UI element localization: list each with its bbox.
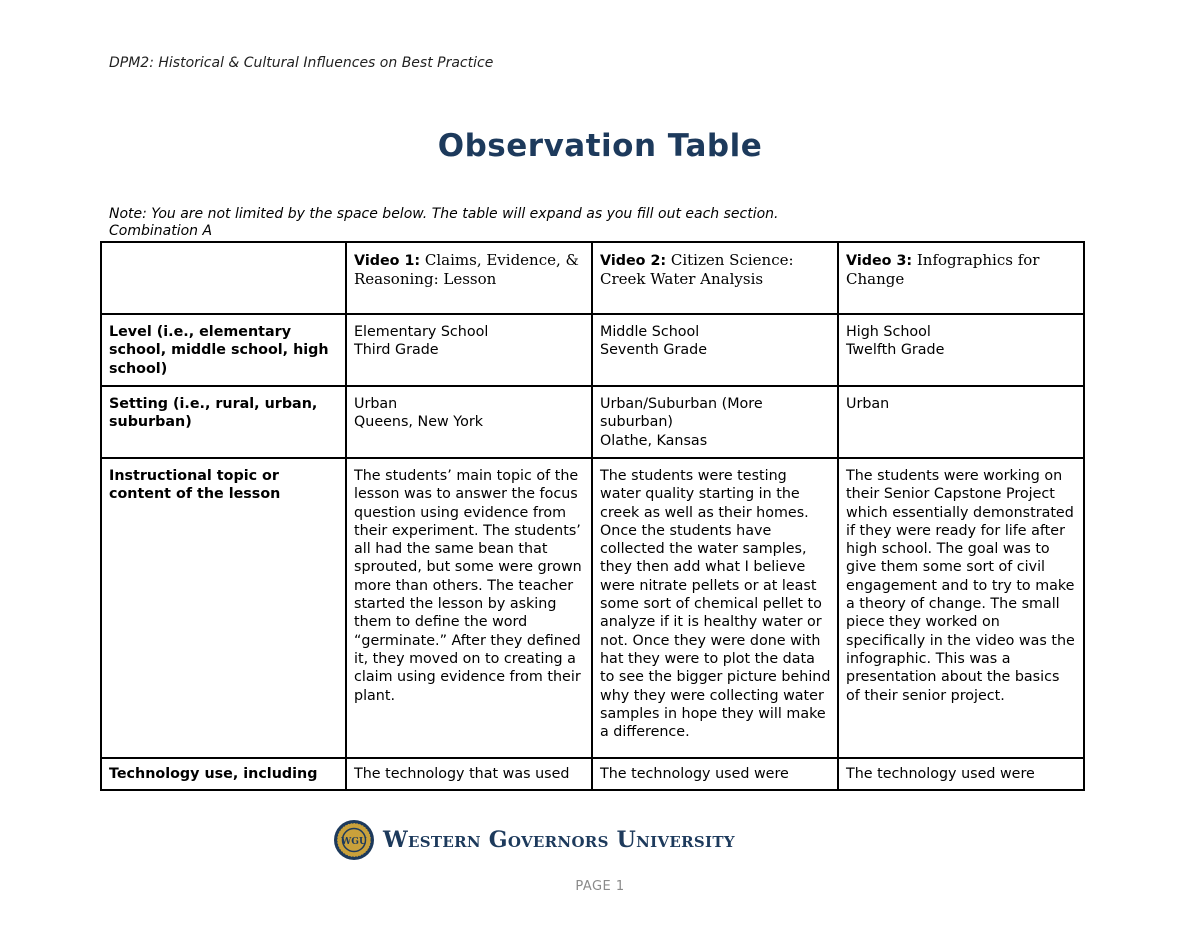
cell-line: High School <box>846 324 931 340</box>
row-label: Level (i.e., elementary school, middle school, high school) <box>101 314 346 386</box>
video-title: Citizen Science: Creek Water Analysis <box>600 251 794 289</box>
table-cell <box>838 314 1084 386</box>
page-title: Observation Table <box>437 128 763 164</box>
wgu-logo <box>333 818 735 862</box>
video-title: Claims, Evidence, & Reasoning: Lesson <box>354 251 579 289</box>
table-cell: The technology used were <box>592 758 838 790</box>
table-row <box>101 458 1084 758</box>
running-header: DPM2: Historical & Cultural Influences on Best Practice <box>109 55 494 71</box>
empty-header-cell <box>101 242 346 314</box>
cell-line: Seventh Grade <box>600 342 707 359</box>
table-row <box>101 314 1084 386</box>
table-cell: The technology that was used <box>346 758 592 790</box>
video-header-cell <box>838 242 1084 314</box>
row-label: Technology use, including <box>101 758 346 790</box>
cell-line: Middle School <box>600 324 700 340</box>
row-label: Setting (i.e., rural, urban, suburban) <box>101 386 346 458</box>
table-header-row <box>101 242 1084 314</box>
table-row <box>101 758 1084 790</box>
table-cell <box>838 386 1084 458</box>
cell-line: Elementary School <box>354 324 489 340</box>
note <box>109 206 778 240</box>
table-cell: The technology used were <box>838 758 1084 790</box>
video-header-cell <box>592 242 838 314</box>
cell-line: Queens, New York <box>354 414 483 431</box>
cell-line: Urban <box>354 396 398 412</box>
table-cell <box>346 386 592 458</box>
video-number: Video 2: <box>600 253 667 269</box>
cell-line: Urban <box>846 396 890 412</box>
wgu-seal-icon <box>333 819 375 861</box>
video-header-cell <box>346 242 592 314</box>
cell-line: Olathe, Kansas <box>600 432 708 449</box>
table-row <box>101 386 1084 458</box>
page-number: PAGE 1 <box>575 879 625 894</box>
cell-line: Third Grade <box>354 342 439 359</box>
table-cell: The students’ main topic of the lesson was to answer the focus question using evidence from their experiment. The students’ all had the same bean that sprouted, but some were grown more than others. The teacher started the lesson by asking them to define the word “germinate.” After they defined it, they moved on to creating a claim using evidence from their plant. <box>346 458 592 758</box>
cell-line: Twelfth Grade <box>846 342 945 359</box>
table-cell <box>592 386 838 458</box>
note-text: Note: You are not limited by the space below. The table will expand as you fill out each section. <box>109 206 779 222</box>
wgu-wordmark: Western Governors University <box>383 827 735 853</box>
video-number: Video 3: <box>846 253 913 269</box>
row-label: Instructional topic or content of the lesson <box>101 458 346 758</box>
table-cell: The students were working on their Senior Capstone Project which essentially demonstrated if they were ready for life after high school. The goal was to give them some sort of civil engagement and to try to make a theory of change. The small piece they worked on specifically in the video was the infographic. This was a presentation about the basics of their senior project. <box>838 458 1084 758</box>
table-cell: The students were testing water quality starting in the creek as well as their homes. Once the students have collected the water samples, they then add what I believe were nitrate pellets or at least some sort of chemical pellet to analyze if it is healthy water or not. Once they were done with hat they were to plot the data to see the bigger picture behind why they were collecting water samples in hope they will make a difference. <box>592 458 838 758</box>
observation-table <box>100 241 1085 791</box>
table-cell <box>592 314 838 386</box>
cell-line: Urban/Suburban (More suburban) <box>600 396 763 431</box>
video-title: Infographics for Change <box>846 251 1040 289</box>
table-cell <box>346 314 592 386</box>
combination-label: Combination A <box>109 223 213 239</box>
seal-monogram: WGU <box>341 837 367 847</box>
video-number: Video 1: <box>354 253 421 269</box>
